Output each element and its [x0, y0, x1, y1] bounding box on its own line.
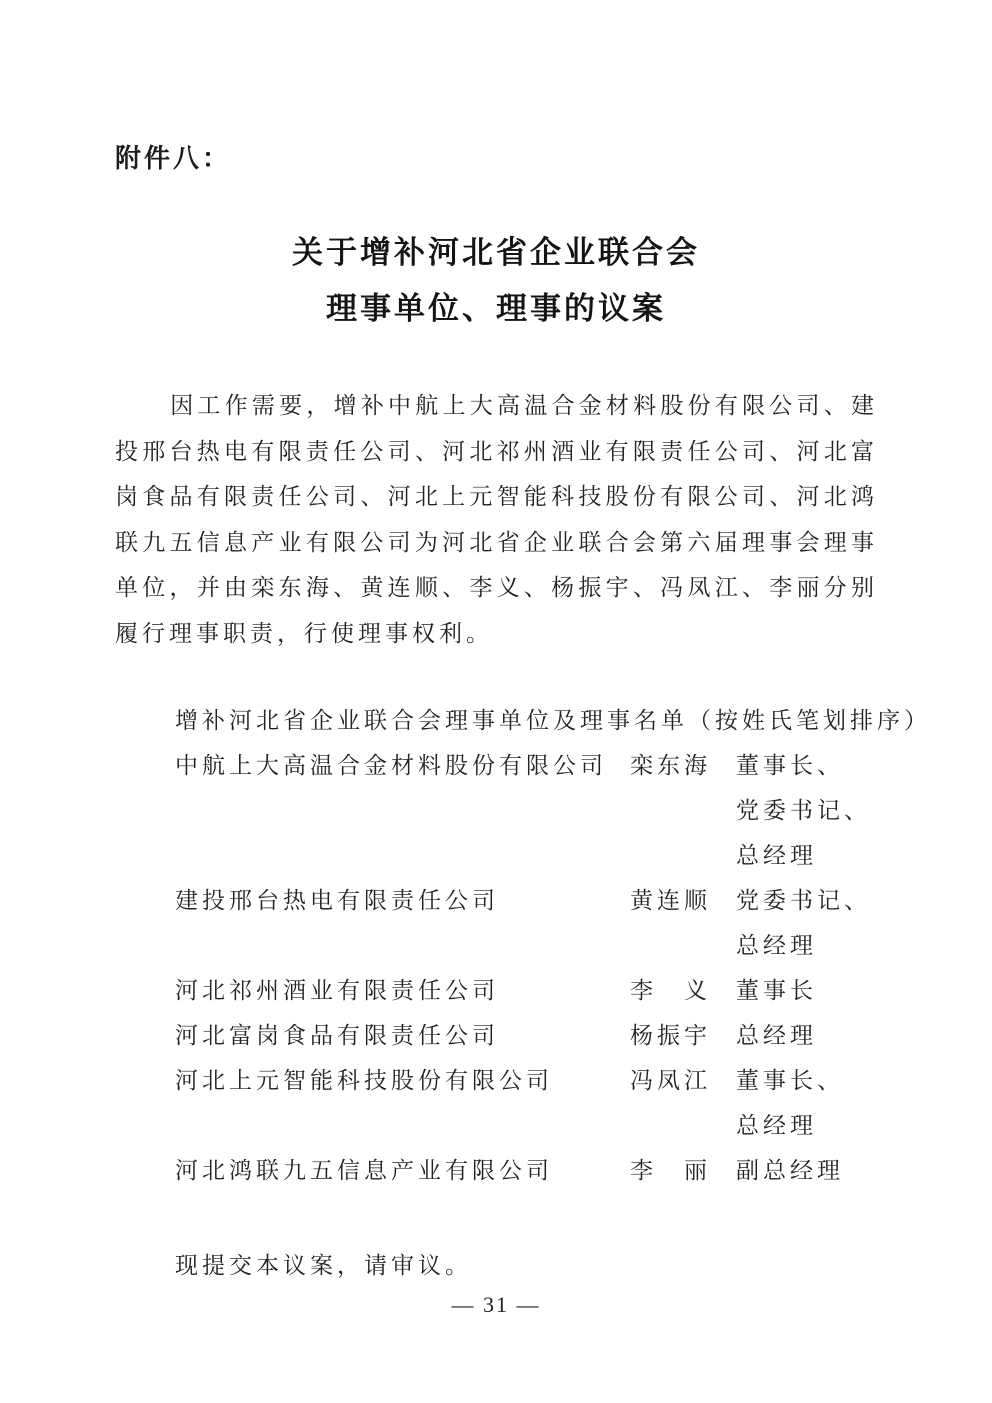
roster-row [175, 1058, 885, 1148]
roster-title-line: 党委书记、 [736, 798, 871, 823]
roster-person-name: 李 丽 [630, 1158, 711, 1183]
roster-header: 增补河北省企业联合会理事单位及理事名单（按姓氏笔划排序） [175, 708, 931, 733]
roster-row [175, 743, 885, 878]
roster-company: 建投邢台热电有限责任公司 [175, 888, 499, 913]
roster-title-line: 董事长 [736, 978, 817, 1003]
roster-person-name: 黄连顺 [630, 888, 711, 913]
roster-company: 河北鸿联九五信息产业有限公司 [175, 1158, 553, 1183]
roster-row [175, 878, 885, 968]
roster-row [175, 968, 885, 1013]
roster-company: 河北上元智能科技股份有限公司 [175, 1068, 553, 1093]
body-paragraph: 因工作需要，增补中航上大高温合金材料股份有限公司、建投邢台热电有限责任公司、河北祁州酒业有限责任公司、河北富岗食品有限责任公司、河北上元智能科技股份有限公司、河北鸿联九五信息产业有限公司为河北省企业联合会第六届理事会理事单位，并由栾东海、黄连顺、李义、杨振宇、冯凤江、李丽分别履行理事职责，行使理事权利。 [115, 393, 878, 646]
roster-title-line: 总经理 [736, 933, 817, 958]
document-title [0, 225, 992, 337]
closing-line: 现提交本议案，请审议。 [175, 1253, 472, 1278]
roster-title-line: 董事长、 [736, 753, 844, 778]
roster-row [175, 1148, 885, 1193]
roster-titles [736, 878, 885, 968]
roster-title-line: 党委书记、 [736, 888, 871, 913]
roster-row [175, 1013, 885, 1058]
roster-person-name: 李 义 [630, 978, 711, 1003]
page-number: — 31 — [451, 1292, 541, 1317]
roster-titles [736, 743, 885, 878]
title-line-1: 关于增补河北省企业联合会 [292, 235, 700, 270]
roster-title-line: 董事长、 [736, 1068, 844, 1093]
attachment-label: 附件八： [115, 143, 232, 173]
roster-person-name: 冯凤江 [630, 1068, 711, 1093]
roster-title-line: 副总经理 [736, 1158, 844, 1183]
roster-person-name: 栾东海 [630, 753, 711, 778]
roster-company: 河北富岗食品有限责任公司 [175, 1023, 499, 1048]
roster-titles [736, 1148, 885, 1193]
roster-company: 中航上大高温合金材料股份有限公司 [175, 753, 607, 778]
roster-titles [736, 1013, 885, 1058]
roster-section [175, 698, 931, 1193]
title-line-2: 理事单位、理事的议案 [326, 291, 666, 326]
roster-titles [736, 1058, 885, 1148]
roster-company: 河北祁州酒业有限责任公司 [175, 978, 499, 1003]
roster-titles [736, 968, 885, 1013]
roster-title-line: 总经理 [736, 1113, 817, 1138]
roster-person-name: 杨振宇 [630, 1023, 711, 1048]
roster-title-line: 总经理 [736, 843, 817, 868]
roster-title-line: 总经理 [736, 1023, 817, 1048]
